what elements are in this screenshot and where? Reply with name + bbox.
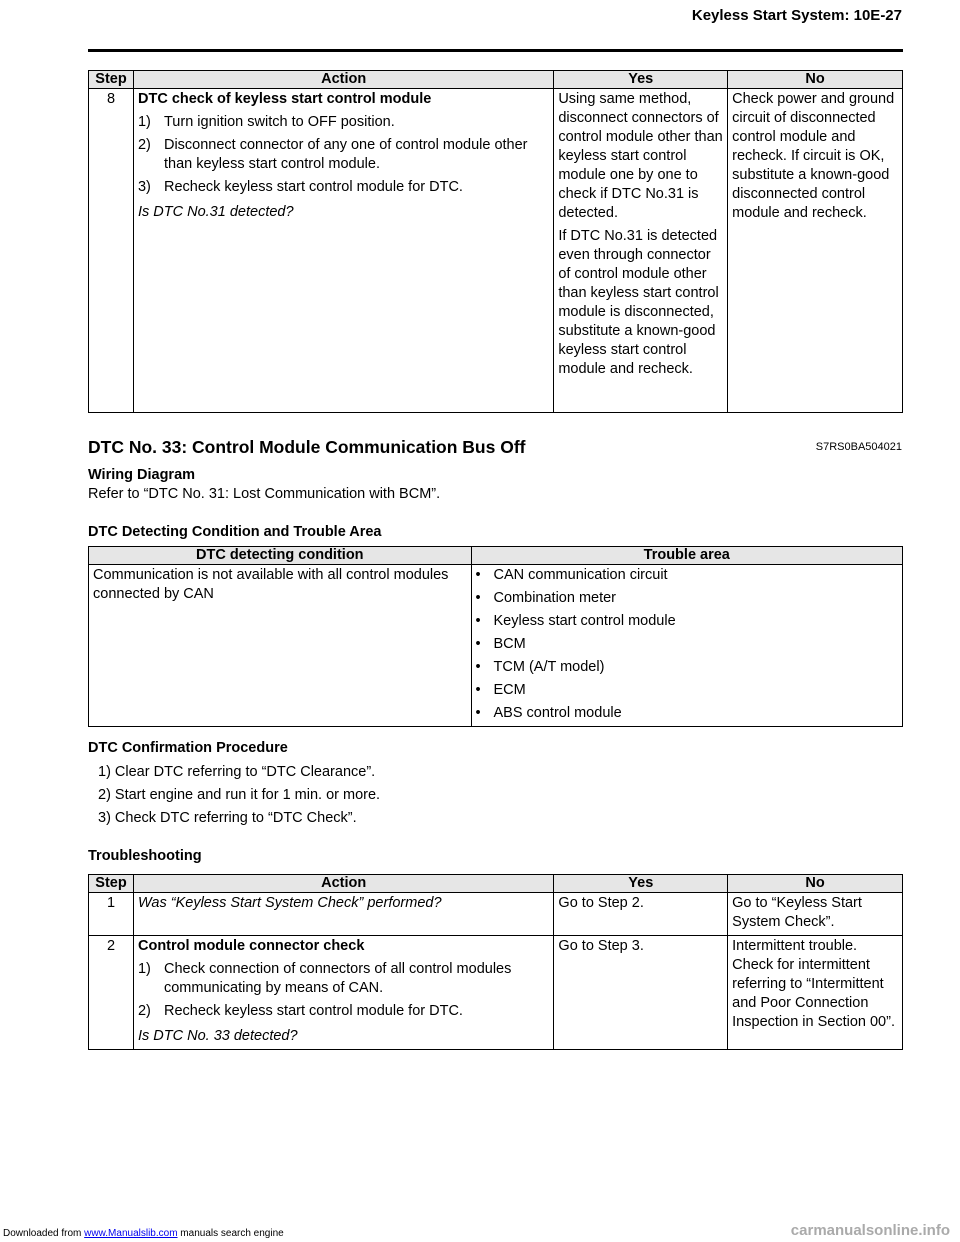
- header-step: Step: [89, 71, 134, 89]
- section-code: S7RS0BA504021: [815, 441, 902, 453]
- step-text: Recheck keyless start control module for DTC.: [163, 179, 463, 195]
- wiring-diagram-heading: Wiring Diagram: [88, 467, 196, 483]
- yes-cell: [554, 89, 728, 413]
- table-header-row: [89, 875, 903, 893]
- list-item: 3) Check DTC referring to “DTC Check”.: [98, 810, 357, 826]
- footer-prefix: Downloaded from: [3, 1228, 85, 1239]
- troubleshooting-table: [88, 874, 903, 1050]
- list-item: • BCM: [475, 636, 526, 652]
- table-row: [89, 565, 903, 727]
- action-steps: [138, 113, 549, 197]
- header-yes: Yes: [554, 71, 728, 89]
- list-item: 2) Start engine and run it for 1 min. or more.: [98, 787, 381, 803]
- action-step: [138, 136, 549, 174]
- yes-cell: Go to Step 2.: [554, 893, 728, 936]
- step-num: 2): [137, 1003, 151, 1019]
- action-step: [138, 178, 549, 197]
- step-text: Turn ignition switch to OFF position.: [163, 114, 395, 130]
- list-item: • Keyless start control module: [475, 613, 676, 629]
- action-cell: Was “Keyless Start System Check” performed?: [133, 893, 553, 936]
- trouble-area-cell: [471, 565, 902, 727]
- action-cell: [133, 89, 553, 413]
- action-step: [138, 1002, 549, 1021]
- step-text: Check connection of connectors of all control modules communicating by means of CAN.: [163, 961, 512, 996]
- header-rule: [88, 49, 903, 52]
- step-number: 2: [89, 936, 134, 1050]
- table-row: [89, 893, 903, 936]
- table-row: [89, 936, 903, 1050]
- step-text: Recheck keyless start control module for DTC.: [163, 1003, 463, 1019]
- page-header-title: Keyless Start System: 10E-27: [691, 7, 902, 24]
- list-item-text: Combination meter: [493, 590, 617, 606]
- wiring-diagram-text: Refer to “DTC No. 31: Lost Communication with BCM”.: [88, 486, 441, 502]
- table-row: [89, 89, 903, 413]
- yes-paragraph: Using same method, disconnect connectors of control module other than keyless start control module one by one to check if DTC No.31 is detected.: [558, 91, 723, 221]
- list-item-text: BCM: [493, 636, 526, 652]
- trouble-area-list: [476, 566, 898, 723]
- list-item-text: CAN communication circuit: [493, 567, 668, 583]
- yes-paragraph: If DTC No.31 is detected even through connector of control module other than keyless start control module is disconnected, substitute a known-good keyless start control module and recheck.: [558, 228, 719, 377]
- action-question: Is DTC No. 33 detected?: [137, 1028, 298, 1044]
- action-question: Is DTC No.31 detected?: [137, 204, 294, 220]
- step-number: 1: [89, 893, 134, 936]
- table-header-row: [89, 547, 903, 565]
- action-step: [138, 113, 549, 132]
- header-trouble-area: Trouble area: [471, 547, 902, 565]
- no-cell: Go to “Keyless Start System Check”.: [728, 893, 903, 936]
- step-num: 1): [137, 114, 151, 130]
- header-step: Step: [89, 875, 134, 893]
- troubleshooting-heading: Troubleshooting: [88, 848, 202, 864]
- step-text: Disconnect connector of any one of control module other than keyless start control module.: [163, 137, 528, 172]
- confirmation-heading: DTC Confirmation Procedure: [88, 740, 288, 756]
- action-steps: [138, 960, 549, 1021]
- header-condition: DTC detecting condition: [89, 547, 472, 565]
- condition-cell: Communication is not available with all control modules connected by CAN: [89, 565, 472, 727]
- condition-heading: DTC Detecting Condition and Trouble Area: [88, 524, 382, 540]
- section-title: DTC No. 33: Control Module Communication Bus Off: [88, 437, 526, 457]
- header-action: Action: [133, 71, 553, 89]
- list-item-text: Keyless start control module: [493, 613, 676, 629]
- no-cell: Check power and ground circuit of disconnected control module and recheck. If circuit is OK, substitute a known-good disconnected control module and recheck.: [728, 89, 903, 413]
- header-yes: Yes: [554, 875, 728, 893]
- confirmation-steps: [98, 764, 380, 833]
- manualslib-link[interactable]: www.Manualslib.com: [84, 1228, 178, 1239]
- step-number: 8: [89, 89, 134, 413]
- header-no: No: [728, 875, 903, 893]
- list-item-text: ECM: [493, 682, 526, 698]
- yes-cell: Go to Step 3.: [554, 936, 728, 1050]
- step-num: 3): [137, 179, 151, 195]
- action-title: DTC check of keyless start control module: [137, 91, 432, 107]
- step-num: 2): [137, 137, 151, 153]
- list-item-text: ABS control module: [493, 705, 622, 721]
- header-no: No: [728, 71, 903, 89]
- no-cell: Intermittent trouble. Check for intermittent referring to “Intermittent and Poor Connection Inspection in Section 00”.: [728, 936, 903, 1050]
- list-item: • CAN communication circuit: [475, 567, 668, 583]
- footer-suffix: manuals search engine: [177, 1228, 284, 1239]
- action-title: Control module connector check: [137, 938, 365, 954]
- action-step: [138, 960, 549, 998]
- list-item: • TCM (A/T model): [475, 659, 605, 675]
- action-cell: [133, 936, 553, 1050]
- step8-table: [88, 70, 903, 413]
- step-num: 1): [137, 961, 151, 977]
- list-item: • ABS control module: [475, 705, 622, 721]
- list-item: • Combination meter: [475, 590, 617, 606]
- list-item-text: TCM (A/T model): [493, 659, 605, 675]
- list-item: • ECM: [475, 682, 526, 698]
- list-item: 1) Clear DTC referring to “DTC Clearance”.: [98, 764, 376, 780]
- table-header-row: [89, 71, 903, 89]
- condition-table: [88, 546, 903, 727]
- footer-download-note: [3, 1228, 284, 1239]
- header-action: Action: [133, 875, 553, 893]
- watermark: carmanualsonline.info: [790, 1222, 950, 1239]
